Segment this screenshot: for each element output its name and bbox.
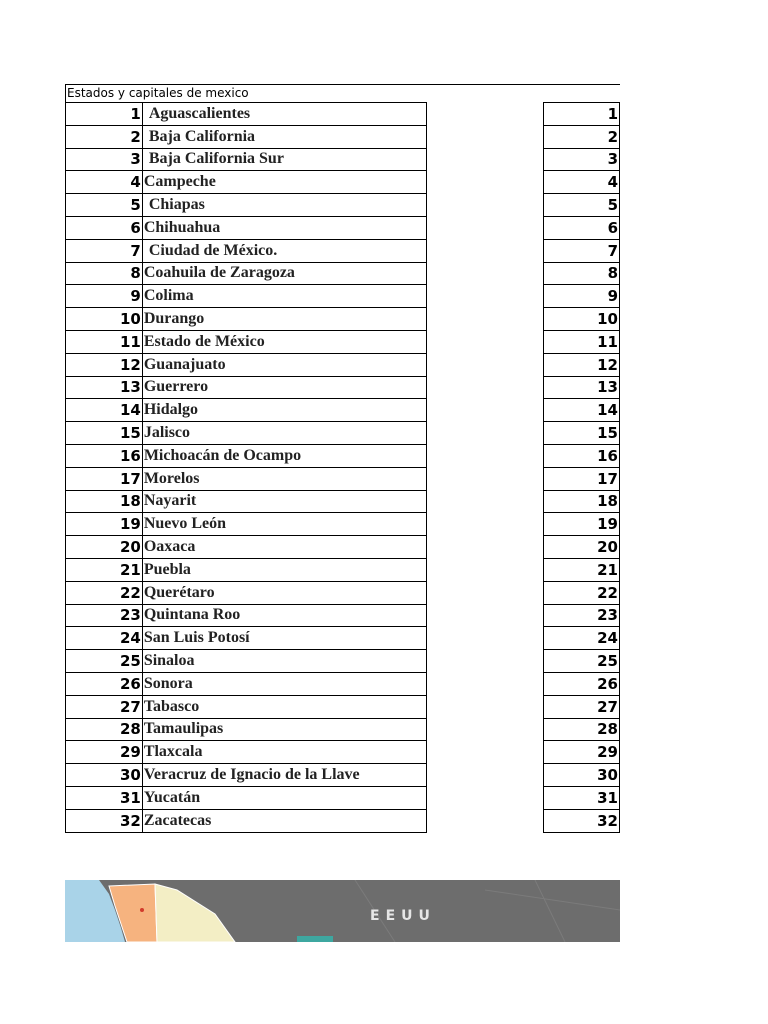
table-row xyxy=(66,422,620,445)
chihuahua-region xyxy=(297,936,333,942)
row-number[interactable]: 28 xyxy=(66,718,143,741)
state-name-cell[interactable]: Querétaro xyxy=(142,581,426,604)
empty-cell[interactable] xyxy=(426,194,544,217)
index-cell[interactable]: 4 xyxy=(544,171,620,194)
index-cell[interactable]: 18 xyxy=(544,490,620,513)
index-cell[interactable]: 16 xyxy=(544,444,620,467)
empty-cell[interactable] xyxy=(426,330,544,353)
map-label-eeuu: EEUU xyxy=(370,908,436,924)
state-name-cell[interactable]: Aguascalientes xyxy=(142,103,426,126)
index-cell[interactable]: 20 xyxy=(544,536,620,559)
row-number[interactable]: 12 xyxy=(66,353,143,376)
state-name-cell[interactable]: Tabasco xyxy=(142,695,426,718)
table-row xyxy=(66,650,620,673)
index-cell[interactable]: 27 xyxy=(544,695,620,718)
index-cell[interactable]: 26 xyxy=(544,672,620,695)
empty-cell[interactable] xyxy=(426,786,544,809)
table-row xyxy=(66,148,620,171)
index-cell[interactable]: 1 xyxy=(544,103,620,126)
state-name-cell[interactable]: Puebla xyxy=(142,558,426,581)
index-cell[interactable]: 29 xyxy=(544,741,620,764)
row-number[interactable]: 11 xyxy=(66,330,143,353)
empty-cell[interactable] xyxy=(426,353,544,376)
empty-cell[interactable] xyxy=(426,581,544,604)
index-cell[interactable]: 24 xyxy=(544,627,620,650)
table-row xyxy=(66,216,620,239)
empty-cell[interactable] xyxy=(426,672,544,695)
state-name-cell[interactable]: Colima xyxy=(142,285,426,308)
states-table xyxy=(65,102,620,833)
index-cell[interactable]: 11 xyxy=(544,330,620,353)
state-name-cell[interactable]: Sonora xyxy=(142,672,426,695)
index-cell[interactable]: 5 xyxy=(544,194,620,217)
index-cell[interactable]: 6 xyxy=(544,216,620,239)
row-number[interactable]: 13 xyxy=(66,376,143,399)
empty-cell[interactable] xyxy=(426,695,544,718)
row-number[interactable]: 1 xyxy=(66,103,143,126)
empty-cell[interactable] xyxy=(426,125,544,148)
empty-cell[interactable] xyxy=(426,718,544,741)
index-cell[interactable]: 25 xyxy=(544,650,620,673)
state-name-cell[interactable]: Veracruz de Ignacio de la Llave xyxy=(142,764,426,787)
table-row xyxy=(66,103,620,126)
table-row xyxy=(66,741,620,764)
table-row xyxy=(66,536,620,559)
state-name-cell[interactable]: Campeche xyxy=(142,171,426,194)
table-row xyxy=(66,171,620,194)
index-cell[interactable]: 15 xyxy=(544,422,620,445)
table-row xyxy=(66,308,620,331)
empty-cell[interactable] xyxy=(426,308,544,331)
index-cell[interactable]: 23 xyxy=(544,604,620,627)
table-row xyxy=(66,558,620,581)
state-name-cell[interactable]: San Luis Potosí xyxy=(142,627,426,650)
table-row xyxy=(66,490,620,513)
row-number[interactable]: 14 xyxy=(66,399,143,422)
empty-cell[interactable] xyxy=(426,285,544,308)
state-name-cell[interactable]: Oaxaca xyxy=(142,536,426,559)
row-number[interactable]: 27 xyxy=(66,695,143,718)
table-row xyxy=(66,786,620,809)
table-row xyxy=(66,125,620,148)
index-cell[interactable]: 8 xyxy=(544,262,620,285)
state-name-cell[interactable]: Chihuahua xyxy=(142,216,426,239)
row-number[interactable]: 22 xyxy=(66,581,143,604)
row-number[interactable]: 10 xyxy=(66,308,143,331)
mexico-map-image xyxy=(65,880,620,942)
row-number[interactable]: 24 xyxy=(66,627,143,650)
table-row xyxy=(66,376,620,399)
table-row xyxy=(66,718,620,741)
empty-cell[interactable] xyxy=(426,741,544,764)
row-number[interactable]: 23 xyxy=(66,604,143,627)
table-row xyxy=(66,285,620,308)
state-name-cell[interactable]: Coahuila de Zaragoza xyxy=(142,262,426,285)
state-name-cell[interactable]: Zacatecas xyxy=(142,809,426,832)
table-row xyxy=(66,194,620,217)
row-number[interactable]: 20 xyxy=(66,536,143,559)
index-cell[interactable]: 9 xyxy=(544,285,620,308)
table-row xyxy=(66,764,620,787)
index-cell[interactable]: 12 xyxy=(544,353,620,376)
row-number[interactable]: 16 xyxy=(66,444,143,467)
state-name-cell[interactable]: Sinaloa xyxy=(142,650,426,673)
empty-cell[interactable] xyxy=(426,513,544,536)
empty-cell[interactable] xyxy=(426,262,544,285)
index-cell[interactable]: 28 xyxy=(544,718,620,741)
table-row xyxy=(66,627,620,650)
row-number[interactable]: 7 xyxy=(66,239,143,262)
row-number[interactable]: 2 xyxy=(66,125,143,148)
empty-cell[interactable] xyxy=(426,103,544,126)
row-number[interactable]: 8 xyxy=(66,262,143,285)
empty-cell[interactable] xyxy=(426,764,544,787)
row-number[interactable]: 5 xyxy=(66,194,143,217)
empty-cell[interactable] xyxy=(426,399,544,422)
empty-cell[interactable] xyxy=(426,376,544,399)
row-number[interactable]: 17 xyxy=(66,467,143,490)
empty-cell[interactable] xyxy=(426,490,544,513)
empty-cell[interactable] xyxy=(426,650,544,673)
row-number[interactable]: 6 xyxy=(66,216,143,239)
state-name-cell[interactable]: Estado de México xyxy=(142,330,426,353)
index-cell[interactable]: 17 xyxy=(544,467,620,490)
index-cell[interactable]: 10 xyxy=(544,308,620,331)
row-number[interactable]: 3 xyxy=(66,148,143,171)
row-number[interactable]: 26 xyxy=(66,672,143,695)
sheet-title: Estados y capitales de mexico xyxy=(65,84,620,102)
table-row xyxy=(66,330,620,353)
state-name-cell[interactable]: Guanajuato xyxy=(142,353,426,376)
city-marker-icon xyxy=(140,908,144,912)
row-number[interactable]: 15 xyxy=(66,422,143,445)
table-row xyxy=(66,399,620,422)
table-row xyxy=(66,581,620,604)
empty-cell[interactable] xyxy=(426,216,544,239)
empty-cell[interactable] xyxy=(426,627,544,650)
index-cell[interactable]: 7 xyxy=(544,239,620,262)
row-number[interactable]: 21 xyxy=(66,558,143,581)
empty-cell[interactable] xyxy=(426,809,544,832)
index-cell[interactable]: 3 xyxy=(544,148,620,171)
table-row xyxy=(66,467,620,490)
state-name-cell[interactable]: Jalisco xyxy=(142,422,426,445)
empty-cell[interactable] xyxy=(426,422,544,445)
table-row xyxy=(66,672,620,695)
state-name-cell[interactable]: Yucatán xyxy=(142,786,426,809)
table-row xyxy=(66,239,620,262)
state-name-cell[interactable]: Durango xyxy=(142,308,426,331)
table-row xyxy=(66,604,620,627)
state-name-cell[interactable]: Nuevo León xyxy=(142,513,426,536)
index-cell[interactable]: 2 xyxy=(544,125,620,148)
row-number[interactable]: 18 xyxy=(66,490,143,513)
row-number[interactable]: 19 xyxy=(66,513,143,536)
state-name-cell[interactable]: Tamaulipas xyxy=(142,718,426,741)
state-name-cell[interactable]: Baja California Sur xyxy=(142,148,426,171)
empty-cell[interactable] xyxy=(426,171,544,194)
table-row xyxy=(66,444,620,467)
index-cell[interactable]: 30 xyxy=(544,764,620,787)
row-number[interactable]: 31 xyxy=(66,786,143,809)
table-row xyxy=(66,809,620,832)
state-name-cell[interactable]: Hidalgo xyxy=(142,399,426,422)
row-number[interactable]: 4 xyxy=(66,171,143,194)
state-name-cell[interactable]: Tlaxcala xyxy=(142,741,426,764)
state-name-cell[interactable]: Nayarit xyxy=(142,490,426,513)
index-cell[interactable]: 13 xyxy=(544,376,620,399)
state-name-cell[interactable]: Quintana Roo xyxy=(142,604,426,627)
index-cell[interactable]: 22 xyxy=(544,581,620,604)
table-row xyxy=(66,353,620,376)
map-graphic xyxy=(65,880,620,942)
table-row xyxy=(66,513,620,536)
state-name-cell[interactable]: Morelos xyxy=(142,467,426,490)
row-number[interactable]: 9 xyxy=(66,285,143,308)
empty-cell[interactable] xyxy=(426,536,544,559)
empty-cell[interactable] xyxy=(426,467,544,490)
row-number[interactable]: 30 xyxy=(66,764,143,787)
empty-cell[interactable] xyxy=(426,239,544,262)
table-row xyxy=(66,695,620,718)
empty-cell[interactable] xyxy=(426,604,544,627)
empty-cell[interactable] xyxy=(426,148,544,171)
empty-cell[interactable] xyxy=(426,558,544,581)
index-cell[interactable]: 21 xyxy=(544,558,620,581)
state-name-cell[interactable]: Guerrero xyxy=(142,376,426,399)
row-number[interactable]: 32 xyxy=(66,809,143,832)
state-name-cell[interactable]: Michoacán de Ocampo xyxy=(142,444,426,467)
spreadsheet xyxy=(65,84,620,833)
index-cell[interactable]: 14 xyxy=(544,399,620,422)
state-name-cell[interactable]: Chiapas xyxy=(142,194,426,217)
index-cell[interactable]: 31 xyxy=(544,786,620,809)
table-row xyxy=(66,262,620,285)
row-number[interactable]: 25 xyxy=(66,650,143,673)
state-name-cell[interactable]: Baja California xyxy=(142,125,426,148)
empty-cell[interactable] xyxy=(426,444,544,467)
index-cell[interactable]: 32 xyxy=(544,809,620,832)
index-cell[interactable]: 19 xyxy=(544,513,620,536)
state-name-cell[interactable]: Ciudad de México. xyxy=(142,239,426,262)
row-number[interactable]: 29 xyxy=(66,741,143,764)
